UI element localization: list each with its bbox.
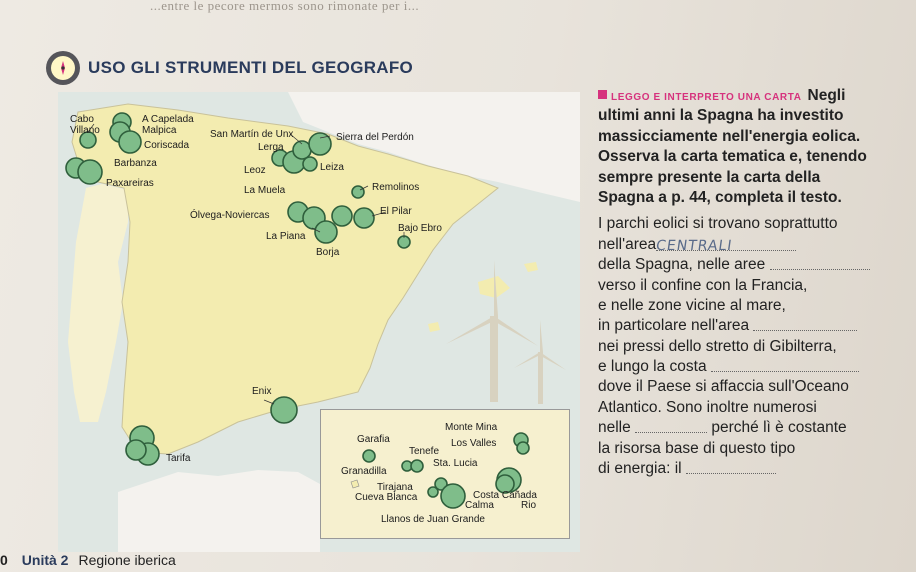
label-calma: Calma: [465, 500, 494, 511]
park-calma: [441, 484, 465, 508]
label-lerga: Lerga: [258, 142, 284, 153]
label-leiza: Leiza: [320, 162, 344, 173]
label-la-piana: La Piana: [266, 231, 306, 242]
exercise-intro-line-3: massicciamente nell'energia eolica.: [598, 127, 861, 145]
body-line-3: della Spagna, nelle aree: [598, 255, 898, 275]
park-el-pilar: [332, 206, 352, 226]
label-cueva-blanca: Cueva Blanca: [355, 492, 418, 503]
body-line-1: I parchi eolici si trovano soprattutto: [598, 215, 838, 233]
body-line-6: in particolare nell'area: [598, 316, 898, 336]
answer-blank-4[interactable]: [711, 357, 859, 372]
park-garafia: [363, 450, 375, 462]
portugal-shape: [68, 184, 128, 422]
label-tirajana: Tirajana: [377, 482, 413, 493]
answer-blank-3[interactable]: [753, 316, 857, 331]
park-coriscada: [119, 131, 141, 153]
ibiza-shape: [428, 322, 440, 332]
park-cueva-blanca: [428, 487, 438, 497]
park-tarifa-3: [126, 440, 146, 460]
park-enix: [271, 397, 297, 423]
body-line-5: e nelle zone vicine al mare,: [598, 296, 786, 314]
label-cabo-villano: Cabo Villano: [70, 114, 100, 136]
park-barbanza-2: [78, 160, 102, 184]
handwritten-answer: CENTRALI: [655, 237, 734, 254]
body-line-2: nell'areaCENTRALI: [598, 235, 898, 255]
park-remolinos: [352, 186, 364, 198]
label-el-pilar: El Pilar: [380, 206, 412, 217]
exercise-text: [598, 86, 898, 479]
label-garafia: Garafia: [357, 434, 390, 445]
label-a-capelada: A Capelada: [142, 114, 194, 125]
exercise-intro-line-4: Osserva la carta tematica e, tenendo: [598, 148, 867, 166]
menorca-shape: [524, 262, 538, 272]
label-borja: Borja: [316, 247, 340, 258]
island-shape: [351, 480, 359, 488]
label-bajo-ebro: Bajo Ebro: [398, 223, 442, 234]
label-malpica: Malpica: [142, 125, 177, 136]
top-cut-text: ...entre le pecore mermos sono rimonate per i...: [150, 0, 420, 13]
section-header: [46, 48, 413, 88]
body-line-13: di energia: il: [598, 459, 898, 479]
exercise-tag: LEGGO E INTERPRETO UNA CARTA: [611, 92, 802, 103]
label-tenefe: Tenefe: [409, 446, 440, 457]
body-line-10: Atlantico. Sono inoltre numerosi: [598, 398, 817, 416]
label-monte-mina: Monte Mina: [445, 422, 498, 433]
label-sierra-perdon: Sierra del Perdón: [336, 132, 414, 143]
label-los-valles: Los Valles: [451, 438, 497, 449]
pink-square-icon: [598, 90, 607, 99]
label-barbanza: Barbanza: [114, 158, 157, 169]
park-el-pilar-2: [354, 208, 374, 228]
body-line-8: e lungo la costa: [598, 357, 898, 377]
label-llanos: Llanos de Juan Grande: [381, 514, 485, 525]
compass-icon: [46, 51, 80, 85]
exercise-intro-line-6: Spagna a p. 44, completa il testo.: [598, 188, 842, 206]
label-enix: Enix: [252, 386, 272, 397]
windmill-graphic: [446, 260, 566, 404]
park-leiza: [303, 157, 317, 171]
label-san-martin: San Martín de Unx: [210, 129, 294, 140]
label-remolinos: Remolinos: [372, 182, 420, 193]
header-title: USO GLI STRUMENTI DEL GEOGRAFO: [88, 58, 414, 77]
exercise-intro-line-1: LEGGO E INTERPRETO UNA CARTA Negli: [598, 86, 898, 106]
morocco-shape: [118, 470, 320, 552]
label-olvega: Ólvega-Noviercas: [190, 210, 270, 221]
park-sta-lucia-2: [411, 460, 423, 472]
footer-section: Regione iberica: [78, 552, 176, 568]
answer-blank-2[interactable]: [770, 255, 870, 270]
label-sta-lucia: Sta. Lucia: [433, 458, 478, 469]
canary-inset: [320, 409, 570, 539]
body-line-4: verso il confine con la Francia,: [598, 276, 808, 294]
label-coriscada: Coriscada: [144, 140, 190, 151]
park-la-piana: [315, 221, 337, 243]
footer-unit: Unità 2: [21, 552, 69, 568]
body-line-11: nelle perché lì è costante: [598, 419, 847, 437]
answer-blank-5[interactable]: [635, 418, 707, 433]
label-leoz: Leoz: [244, 165, 266, 176]
label-costa-canada: Costa Cañada: [473, 490, 537, 501]
label-rio: Rio: [521, 500, 537, 511]
body-line-12: la risorsa base di questo tipo: [598, 439, 796, 457]
answer-blank-6[interactable]: [686, 459, 776, 474]
exercise-intro-line-2: ultimi anni la Spagna ha investito: [598, 107, 844, 125]
label-tarifa: Tarifa: [166, 453, 191, 464]
body-line-9: dove il Paese si affaccia sull'Oceano: [598, 378, 849, 396]
label-paxareiras: Paxareiras: [106, 178, 154, 189]
page-footer: [0, 552, 176, 568]
label-la-muela: La Muela: [244, 185, 286, 196]
exercise-intro-line-5: sempre presente la carta della: [598, 168, 821, 186]
park-los-valles: [517, 442, 529, 454]
page-number: 0: [0, 552, 8, 568]
body-line-7: nei pressi dello stretto di Gibilterra,: [598, 337, 837, 355]
label-granadilla: Granadilla: [341, 466, 387, 477]
